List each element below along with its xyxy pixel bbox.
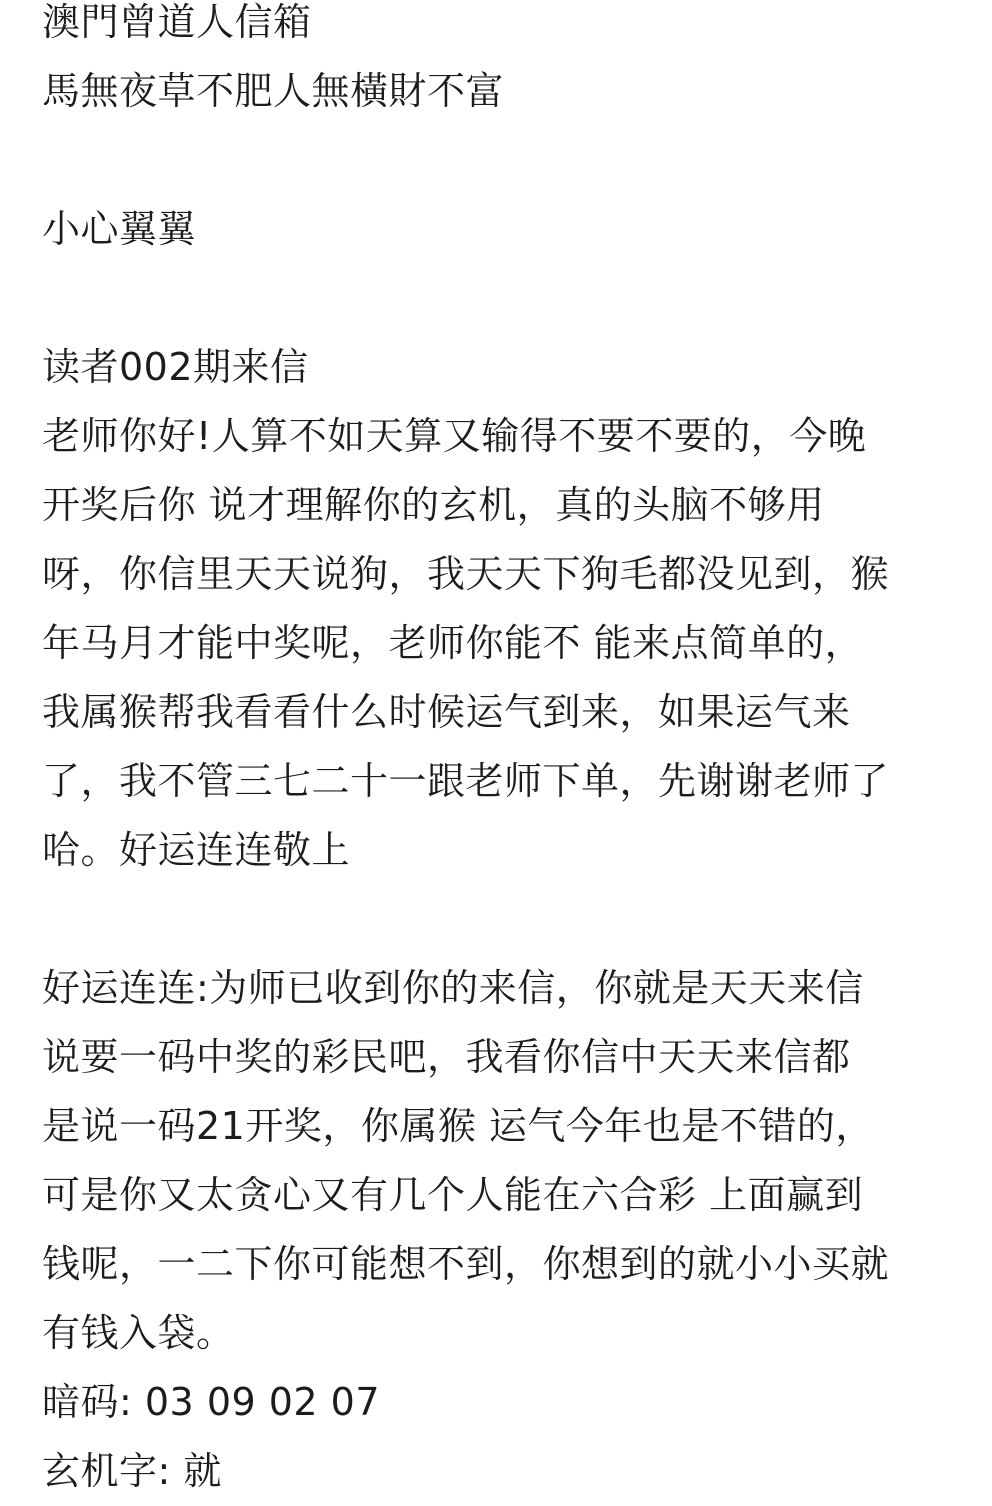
- reply-line: 有钱入袋。: [42, 1311, 235, 1355]
- spacer: [42, 264, 960, 333]
- letter-line: 呀，你信里天天说狗，我天天下狗毛都没见到，猴: [42, 552, 890, 596]
- secret-code: 暗码: 03 09 02 07: [42, 1380, 381, 1424]
- letter-line: 哈。好运连连敬上: [42, 828, 351, 872]
- letter-heading: 读者002期来信: [42, 345, 309, 389]
- page-title: 澳門曾道人信箱: [42, 0, 312, 44]
- section-heading: 小心翼翼: [42, 207, 197, 251]
- letter-line: 老师你好!人算不如天算又输得不要不要的，今晚: [42, 414, 867, 458]
- letter-line: 开奖后你 说才理解你的玄机，真的头脑不够用: [42, 483, 825, 527]
- reply-line: 钱呢，一二下你可能想不到，你想到的就小小买就: [42, 1242, 890, 1286]
- letter-line: 了，我不管三七二十一跟老师下单，先谢谢老师了: [42, 759, 890, 803]
- reply-line: 是说一码21开奖，你属猴 运气今年也是不错的，: [42, 1104, 874, 1148]
- spacer: [42, 126, 960, 195]
- reply-line: 好运连连:为师已收到你的来信，你就是天天来信: [42, 966, 864, 1010]
- reply-body: [42, 954, 960, 1506]
- reply-line: 说要一码中奖的彩民吧，我看你信中天天来信都: [42, 1035, 851, 1079]
- letter-line: 我属猴帮我看看什么时候运气到来，如果运气来: [42, 690, 851, 734]
- spacer: [42, 885, 960, 954]
- page-subtitle: 馬無夜草不肥人無橫財不富: [42, 69, 505, 113]
- keyword-line: 玄机字: 就: [42, 1449, 222, 1493]
- letter-line: 年马月才能中奖呢，老师你能不 能来点简单的，: [42, 621, 864, 665]
- letter-document: [42, 0, 960, 1506]
- reply-line: 可是你又太贪心又有几个人能在六合彩 上面赢到: [42, 1173, 864, 1217]
- letter-body: [42, 402, 960, 885]
